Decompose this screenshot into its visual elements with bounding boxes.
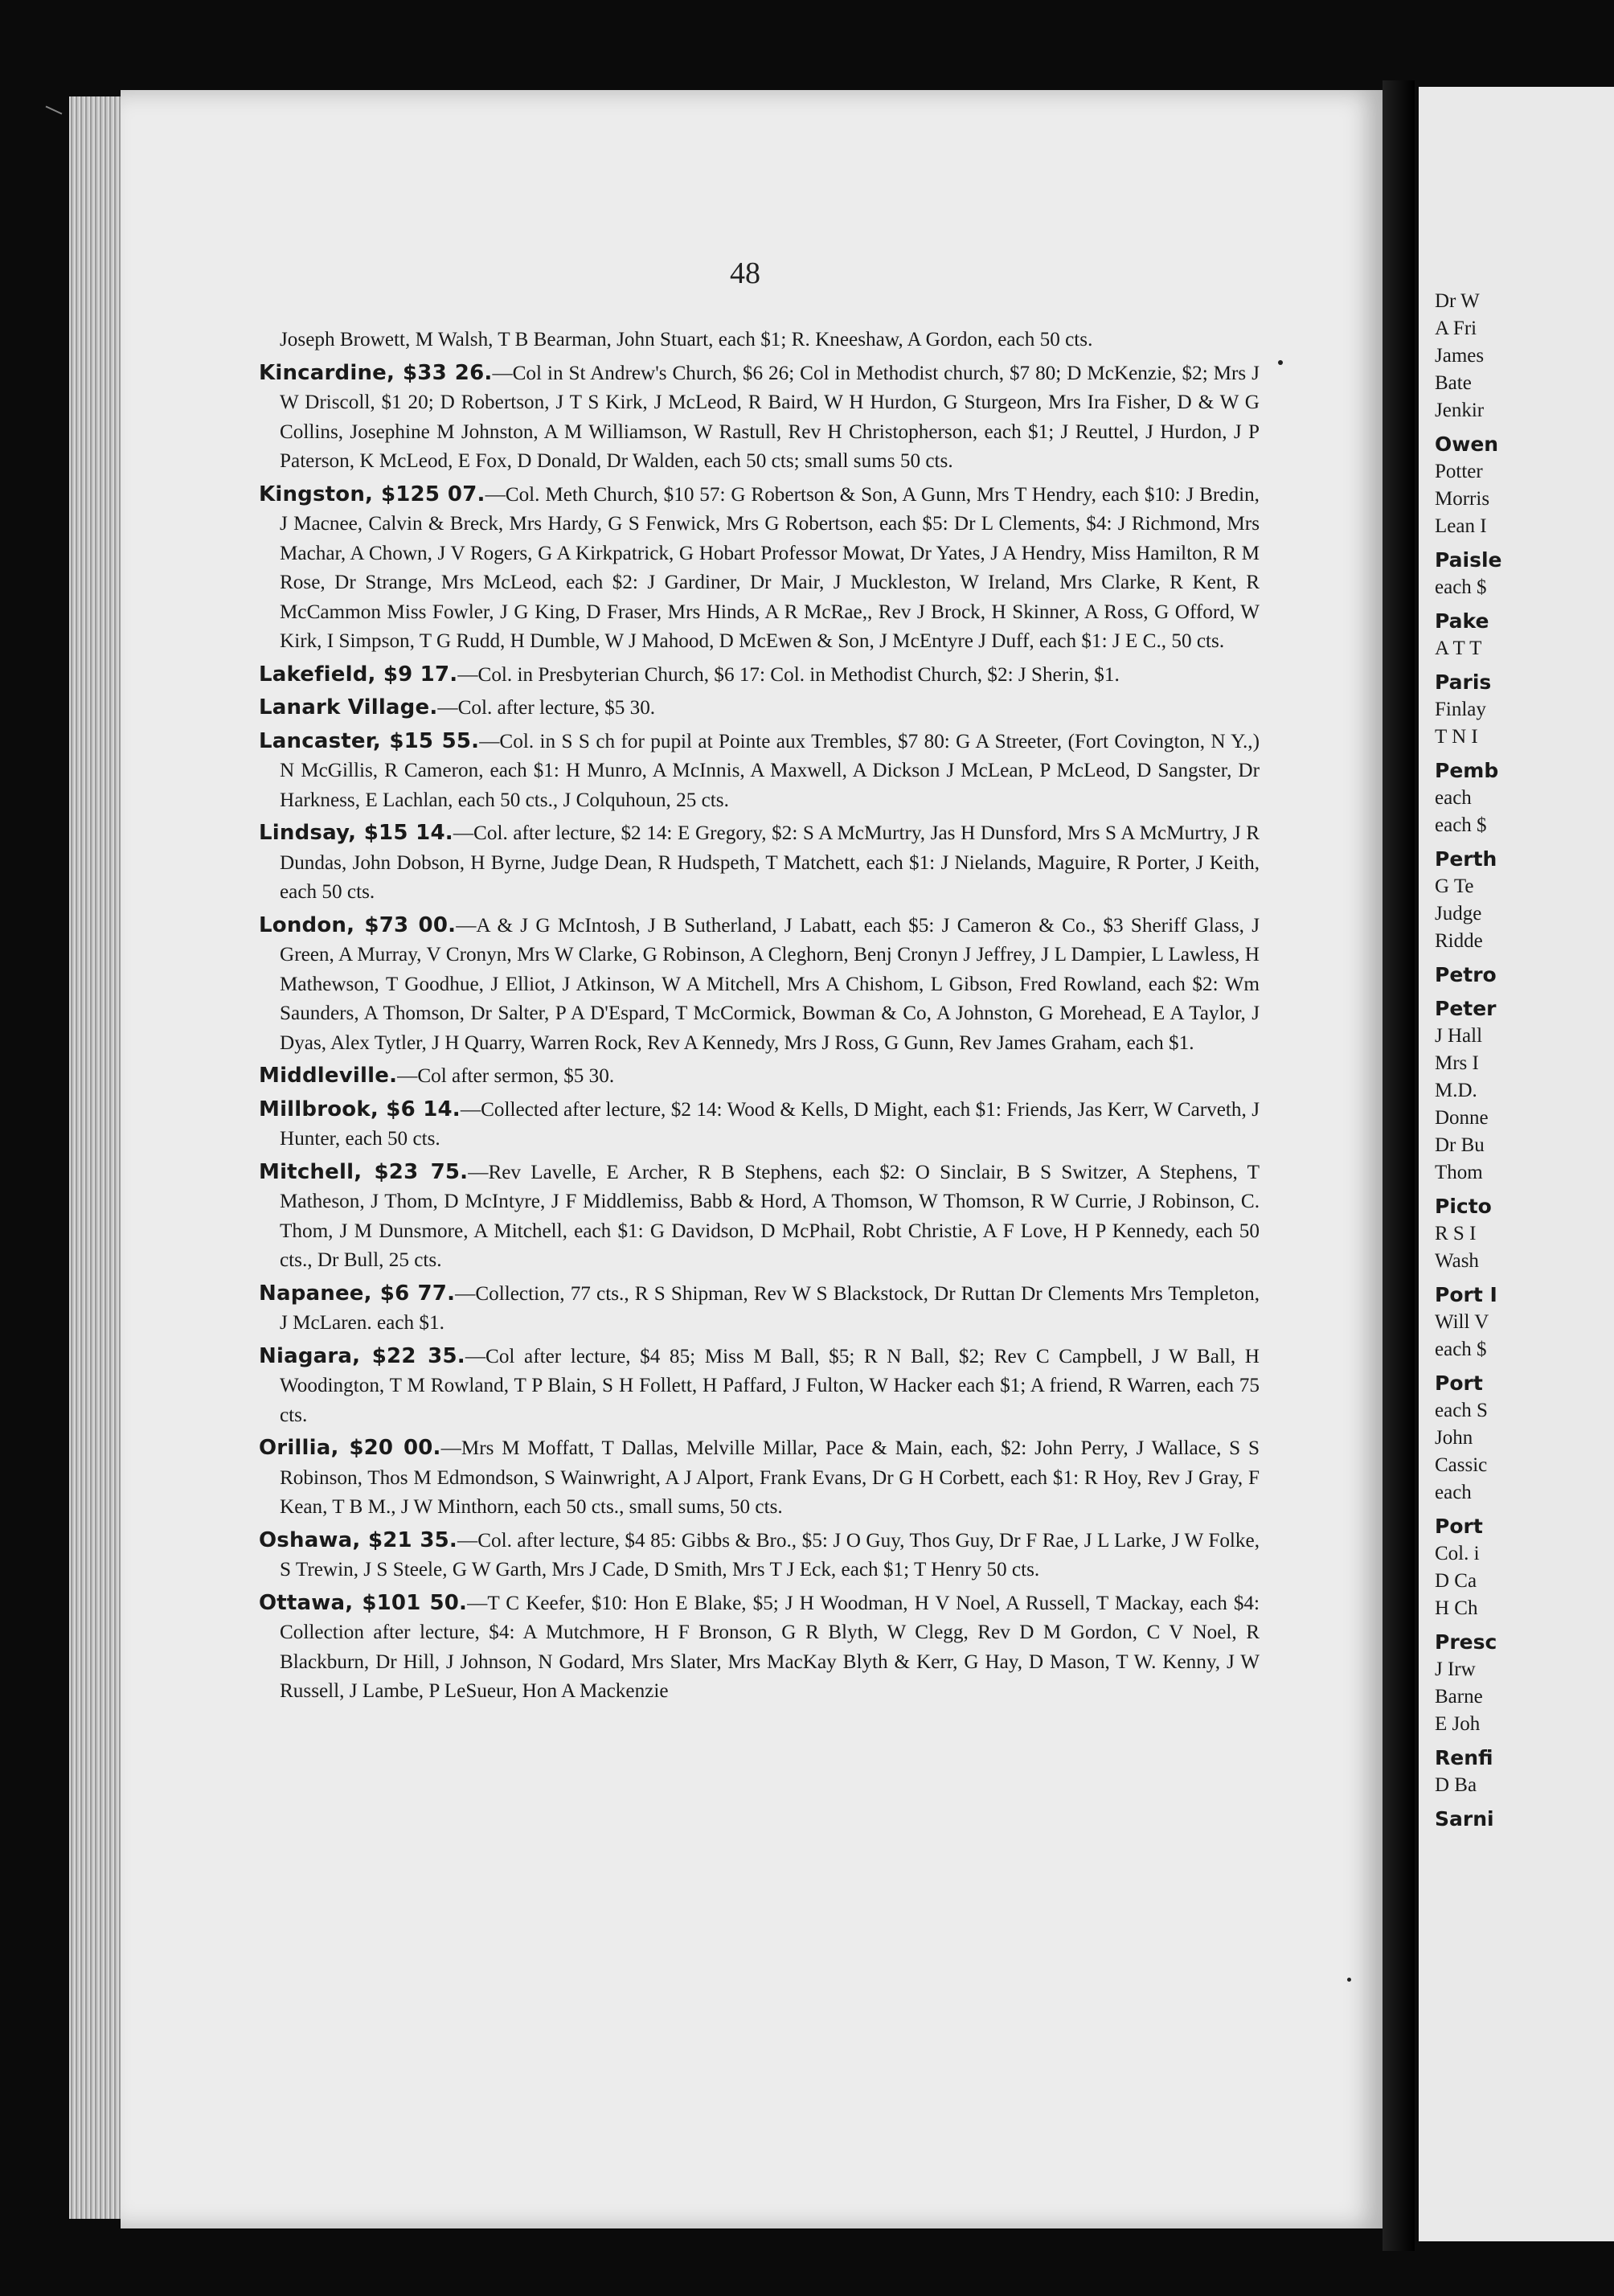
place-heading: Napanee, $6 77. bbox=[259, 1281, 456, 1306]
place-heading: Mitchell, $23 75. bbox=[259, 1159, 469, 1184]
page-number: 48 bbox=[730, 256, 760, 290]
right-page-text: T N I bbox=[1435, 726, 1478, 748]
right-page-place-heading: Perth bbox=[1435, 847, 1497, 871]
donor-list: Joseph Browett, M Walsh, T B Bearman, John Stuart, each $1; R. Kneeshaw, A Gordon, each 50 cts. bbox=[280, 329, 1093, 351]
right-page-text: John bbox=[1435, 1427, 1473, 1449]
right-page-text: A Fri bbox=[1435, 318, 1477, 339]
right-page-text: Wash bbox=[1435, 1250, 1479, 1272]
right-page-text: R S I bbox=[1435, 1223, 1477, 1244]
right-page-text: D Ba bbox=[1435, 1774, 1477, 1796]
right-page-text: James bbox=[1435, 345, 1485, 367]
donation-entry bbox=[259, 1095, 1260, 1154]
place-heading: Oshawa, $21 35. bbox=[259, 1527, 457, 1552]
right-page-text: J Irw bbox=[1435, 1658, 1476, 1680]
donation-entry bbox=[259, 1342, 1260, 1431]
donation-entry bbox=[259, 326, 1260, 355]
donor-list: —Collected after lecture, $2 14: Wood & Kells, D Might, each $1: Friends, Jas Kerr, W Carveth, J Hunter, each 50 cts. bbox=[280, 1098, 1260, 1150]
donor-list: —Col. in Presbyterian Church, $6 17: Col. in Methodist Church, $2: J Sherin, $1. bbox=[457, 663, 1120, 686]
right-page-text: J Hall bbox=[1435, 1025, 1483, 1047]
place-heading: Niagara, $22 35. bbox=[259, 1343, 465, 1368]
right-page-text: Morris bbox=[1435, 488, 1490, 510]
donation-entry bbox=[259, 1526, 1260, 1585]
right-page bbox=[1419, 87, 1614, 2241]
donation-entry bbox=[259, 660, 1260, 691]
right-page-text: Jenkir bbox=[1435, 400, 1485, 421]
right-page-text: Barne bbox=[1435, 1686, 1483, 1708]
right-page-place-heading: Paris bbox=[1435, 670, 1492, 694]
donor-list: —Collection, 77 cts., R S Shipman, Rev W S Blackstock, Dr Ruttan Dr Clements Mrs Templeton, J McLaren. each $1. bbox=[280, 1282, 1260, 1334]
book-gutter bbox=[1383, 80, 1415, 2251]
right-page-text: M.D. bbox=[1435, 1080, 1477, 1101]
donation-entry bbox=[259, 1433, 1260, 1523]
page-edge-stack bbox=[69, 96, 125, 2219]
right-page-text: Dr Bu bbox=[1435, 1134, 1485, 1156]
right-page-place-heading: Picto bbox=[1435, 1195, 1492, 1218]
donor-list: —Col. in S S ch for pupil at Pointe aux Trembles, $7 80: G A Streeter, (Fort Covington, N Y.,) N McGillis, R Cameron, each $1: H Munro, A McInnis, A Maxwell, A Dickson J McLean, P McLeod, D Sangster, Dr Harkness, E Lachlan, each 50 cts., J Colquhoun, 25 cts. bbox=[280, 730, 1260, 811]
donor-list: —Rev Lavelle, E Archer, R B Stephens, each $2: O Sinclair, B S Switzer, A Stephens, T Matheson, J Thom, D McIntyre, J F Middlemiss, Babb & Hord, A Thomson, W Thomson, R W Currie, J Robinson, C. Thom, J M Dunsmore, A Mitchell, each $1: G Davidson, D McPhail, Robt Christie, A F Love, H P Kennedy, each 50 cts., Dr Bull, 25 cts. bbox=[280, 1161, 1260, 1271]
donation-entry bbox=[259, 1158, 1260, 1276]
right-page-text: Bate bbox=[1435, 372, 1472, 394]
right-page-text: A T T bbox=[1435, 638, 1482, 659]
donor-list: —Col after lecture, $4 85; Miss M Ball, $5; R N Ball, $2; Rev C Campbell, J W Ball, H Woodington, T M Rowland, T P Blain, S H Follett, H Paffard, J Fulton, W Hacker each $1; A friend, R Warren, each 75 cts. bbox=[280, 1345, 1260, 1426]
right-page-place-heading: Sarni bbox=[1435, 1807, 1494, 1831]
place-heading: Lindsay, $15 14. bbox=[259, 821, 453, 845]
right-page-text: E Joh bbox=[1435, 1713, 1481, 1735]
right-page-text: Dr W bbox=[1435, 290, 1480, 312]
right-page-text: Will V bbox=[1435, 1311, 1489, 1333]
right-page-text: each $ bbox=[1435, 814, 1487, 836]
right-page-text: each $ bbox=[1435, 1339, 1487, 1360]
donation-entry bbox=[259, 1061, 1260, 1092]
right-page-text: H Ch bbox=[1435, 1597, 1478, 1619]
donation-entry bbox=[259, 359, 1260, 477]
right-page-text: each S bbox=[1435, 1400, 1488, 1421]
place-heading: Lanark Village. bbox=[259, 695, 438, 720]
donor-list: —Mrs M Moffatt, T Dallas, Melville Millar, Pace & Main, each, $2: John Perry, J Wallace, S S Robinson, Thos M Edmondson, S Wainwright, A J Alport, Frank Evans, Dr G H Corbett, each $1: R Hoy, Rev J Gray, F Kean, T B M., J W Minthorn, each 50 cts., small sums, 50 cts. bbox=[280, 1437, 1260, 1518]
right-page-text: Judge bbox=[1435, 903, 1482, 925]
donation-entry bbox=[259, 727, 1260, 816]
donor-list: —Col. Meth Church, $10 57: G Robertson & Son, A Gunn, Mrs T Hendry, each $10: J Bredin, J Macnee, Calvin & Breck, Mrs Hardy, G S Fenwick, Mrs G Robertson, each $5: Dr L Clements, $4: J Richmond, Mrs Machar, A Chown, J V Rogers, G A Kirkpatrick, G Hobart Professor Mowat, Dr Yates, J A Hendry, Miss Hamilton, R M Rose, Dr Strange, Mrs McLeod, each $2: J Gardiner, Dr Mair, J Muckleston, W Ireland, Mrs Clarke, R Kent, R McCammon Miss Fowler, J G King, D Fraser, Mrs Hinds, A R McRae,, Rev J Brock, H Skinner, A Ross, G Offord, W Kirk, I Simpson, T G Rudd, H Dumble, W J Mahood, D McEwen & Son, J McEntyre J Duff, each $1: J E C., 50 cts. bbox=[280, 483, 1260, 652]
right-page-text: Ridde bbox=[1435, 930, 1483, 952]
right-page-place-heading: Petro bbox=[1435, 963, 1497, 986]
right-page-text: each $ bbox=[1435, 576, 1487, 598]
donation-entry bbox=[259, 1279, 1260, 1339]
donor-list: —T C Keefer, $10: Hon E Blake, $5; J H Woodman, H V Noel, A Russell, T Mackay, each $4: Collection after lecture, $4: A Mutchmore, H F Bronson, G R Blyth, W Clegg, Rev D M Gordon, C V Noel, R Blackburn, Dr Hill, J Johnson, N Godard, Mrs Slater, Mrs MacKay Blyth & Kerr, G Hay, D Mason, T W. Kenny, J W Russell, J Lambe, P LeSueur, Hon A Mackenzie bbox=[280, 1592, 1260, 1702]
right-page-place-heading: Port bbox=[1435, 1371, 1483, 1395]
right-page-text: Col. i bbox=[1435, 1543, 1480, 1564]
right-page-text: Mrs I bbox=[1435, 1052, 1479, 1074]
right-page-place-heading: Pake bbox=[1435, 609, 1489, 633]
right-page-text: Finlay bbox=[1435, 699, 1486, 720]
right-page-place-heading: Owen bbox=[1435, 433, 1499, 456]
place-heading: Lakefield, $9 17. bbox=[259, 662, 458, 687]
donor-list: —A & J G McIntosh, J B Sutherland, J Labatt, each $5: J Cameron & Co., $3 Sheriff Glass, J Green, A Murray, V Cronyn, Mrs W Clarke, G Robinson, A Cleghorn, Benj Cronyn J Jeffrey, J L Dampier, L Lawless, H Mathewson, T Goodhue, J Elliot, J Atkinson, W A Mitchell, Mrs A Chishom, L Gibson, Fred Rowland, each $2: Wm Saunders, A Thomson, Dr Salter, P A D'Espard, T McCormick, Bowman & Co, A Johnston, G Morehead, E A Taylor, J Dyas, Alex Tytler, J H Quarry, Warren Rock, Rev A Kennedy, Mrs J Ross, G Gunn, Rev James Graham, each $1. bbox=[280, 914, 1260, 1054]
place-heading: Ottawa, $101 50. bbox=[259, 1590, 468, 1615]
right-page-place-heading: Port I bbox=[1435, 1283, 1497, 1306]
right-page-place-heading: Pemb bbox=[1435, 759, 1499, 782]
ink-speck bbox=[1278, 360, 1283, 365]
donor-list: —Col. after lecture, $5 30. bbox=[437, 697, 656, 719]
place-heading: Millbrook, $6 14. bbox=[259, 1097, 461, 1121]
donation-entry bbox=[259, 818, 1260, 908]
place-heading: London, $73 00. bbox=[259, 912, 457, 937]
page-body bbox=[259, 326, 1260, 1710]
right-page-text: G Te bbox=[1435, 875, 1474, 897]
place-heading: Lancaster, $15 55. bbox=[259, 728, 480, 753]
right-page-place-heading: Paisle bbox=[1435, 548, 1502, 572]
right-page-text: D Ca bbox=[1435, 1570, 1477, 1592]
right-page-text: Potter bbox=[1435, 461, 1483, 482]
place-heading: Orillia, $20 00. bbox=[259, 1436, 441, 1460]
place-heading: Kingston, $125 07. bbox=[259, 482, 485, 506]
ink-speck bbox=[1347, 1978, 1351, 1982]
donor-list: —Col after sermon, $5 30. bbox=[397, 1065, 615, 1087]
right-page-text: Lean I bbox=[1435, 515, 1487, 537]
right-page-place-heading: Peter bbox=[1435, 997, 1497, 1020]
right-page-text: each bbox=[1435, 787, 1472, 809]
right-page-place-heading: Renfi bbox=[1435, 1746, 1493, 1769]
donation-entry bbox=[259, 1589, 1260, 1707]
corner-mark bbox=[46, 105, 63, 114]
donation-entry bbox=[259, 693, 1260, 724]
right-page-text: Cassic bbox=[1435, 1454, 1488, 1476]
donor-list: —Col. after lecture, $4 85: Gibbs & Bro., $5: J O Guy, Thos Guy, Dr F Rae, J L Larke, J W Folke, S Trewin, J S Steele, G W Garth, Mrs J Cade, D Smith, Mrs T J Eck, each $1; T Henry 50 cts. bbox=[280, 1529, 1260, 1581]
donation-entry bbox=[259, 480, 1260, 657]
donor-list: —Col. after lecture, $2 14: E Gregory, $2: S A McMurtry, Jas H Dunsford, Mrs S A McMurtry, J R Dundas, John Dobson, H Byrne, Judge Dean, R Hudspeth, T Matchett, each $1: J Nielands, Maguire, R Porter, J Keith, each 50 cts. bbox=[280, 822, 1260, 903]
place-heading: Kincardine, $33 26. bbox=[259, 360, 493, 385]
donor-list: —Col in St Andrew's Church, $6 26; Col in Methodist church, $7 80; D McKenzie, $2; Mrs J W Driscoll, $1 20; D Robertson, J T S Kirk, J McLeod, R Baird, W H Hurdon, G Sturgeon, Mrs Ira Fisher, D & W G Collins, Josephine M Johnston, A M Williamson, W Rastull, Rev H Christopherson, each $1; J Reuttel, J Hurdon, J P Paterson, K McLeod, E Fox, D Donald, Dr Walden, each 50 cts; small sums 50 cts. bbox=[280, 362, 1260, 472]
place-heading: Middleville. bbox=[259, 1064, 398, 1088]
right-page-text: Thom bbox=[1435, 1162, 1483, 1183]
donation-entry bbox=[259, 911, 1260, 1059]
right-page-text: each bbox=[1435, 1482, 1472, 1503]
right-page-place-heading: Presc bbox=[1435, 1630, 1497, 1654]
right-page-place-heading: Port bbox=[1435, 1515, 1483, 1538]
right-page-text: Donne bbox=[1435, 1107, 1489, 1129]
